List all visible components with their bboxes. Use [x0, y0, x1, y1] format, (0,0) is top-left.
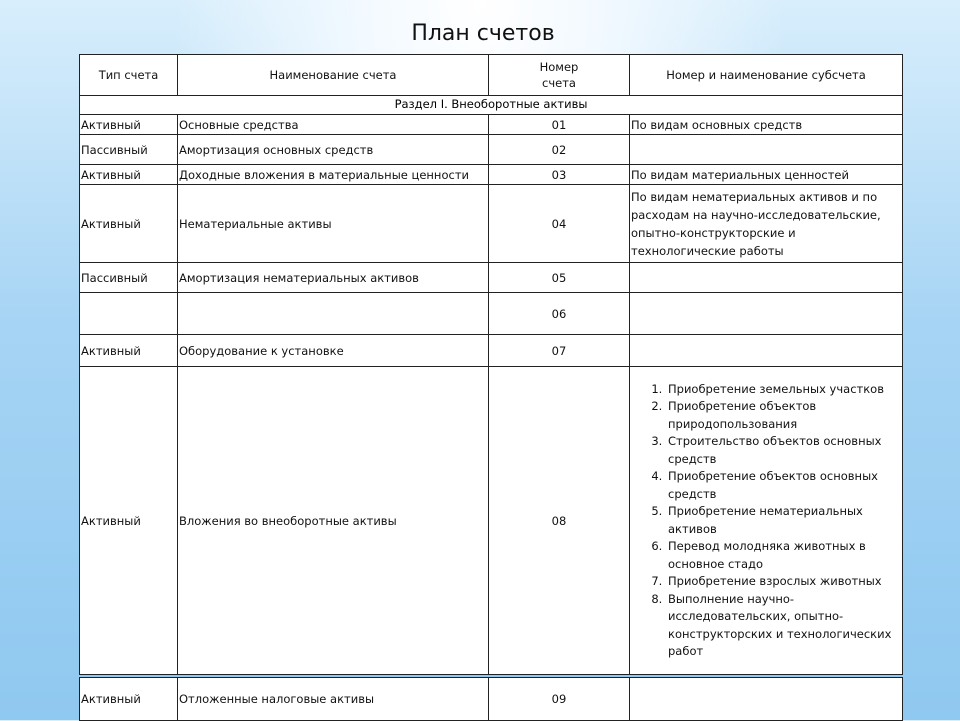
table-row: [80, 293, 902, 335]
header-number: Номер счета: [489, 55, 630, 95]
cell-type: Активный: [80, 115, 178, 134]
table-row: [80, 135, 902, 165]
page-title: План счетов: [411, 21, 555, 46]
table-row: [80, 115, 902, 135]
header-type: Тип счета: [80, 55, 178, 95]
cell-name: Амортизация основных средств: [178, 135, 489, 164]
cell-name: Оборудование к установке: [178, 335, 489, 366]
list-item: 8. Выполнение научно-исследовательских, опытно-конструкторских и технологических работ: [666, 591, 902, 661]
cell-number: 08: [489, 367, 630, 674]
list-item: 5. Приобретение нематериальных активов: [666, 503, 902, 538]
cell-name: [178, 293, 489, 334]
cell-subaccount: [630, 263, 902, 292]
list-item: 3. Строительство объектов основных средств: [666, 433, 902, 468]
table-row: [80, 185, 902, 263]
cell-type: Активный: [80, 678, 178, 720]
header-name: Наименование счета: [178, 55, 489, 95]
cell-subaccount: [630, 678, 902, 720]
cell-number: 09: [489, 678, 630, 720]
accounts-table-continued: [79, 677, 903, 721]
cell-type: Активный: [80, 367, 178, 674]
cell-name: Доходные вложения в материальные ценности: [178, 165, 489, 184]
cell-subaccount: [630, 367, 902, 674]
table-row: [80, 165, 902, 185]
cell-number: 05: [489, 263, 630, 292]
cell-type: Пассивный: [80, 263, 178, 292]
table-header-row: [80, 55, 902, 96]
cell-name: Нематериальные активы: [178, 185, 489, 262]
list-item: 6. Перевод молодняка животных в основное стадо: [666, 538, 902, 573]
cell-number: 06: [489, 293, 630, 334]
cell-subaccount: [630, 135, 902, 164]
cell-subaccount: По видам материальных ценностей: [631, 167, 849, 182]
subaccount-list: [630, 381, 902, 661]
table-row: [80, 263, 902, 293]
cell-number: 03: [489, 165, 630, 184]
cell-number: 04: [489, 185, 630, 262]
cell-type: [80, 293, 178, 334]
cell-subaccount: По видам основных средств: [631, 117, 803, 132]
cell-subaccount: По видам нематериальных активов и по расходам на научно-исследовательские, опытно-конструкторские и технологические работы: [631, 190, 881, 258]
list-item: 1. Приобретение земельных участков: [666, 381, 902, 399]
cell-type: Активный: [80, 185, 178, 262]
cell-number: 02: [489, 135, 630, 164]
cell-type: Пассивный: [80, 135, 178, 164]
list-item: 4. Приобретение объектов основных средств: [666, 468, 902, 503]
cell-type: Активный: [80, 335, 178, 366]
header-subaccount: Номер и наименование субсчета: [666, 68, 866, 82]
cell-name: Основные средства: [178, 115, 489, 134]
table-row: [80, 678, 902, 720]
list-item: 2. Приобретение объектов природопользования: [666, 398, 902, 433]
cell-name: Отложенные налоговые активы: [178, 678, 489, 720]
cell-number: 07: [489, 335, 630, 366]
table-row: [80, 335, 902, 367]
cell-number: 01: [489, 115, 630, 134]
section-title: Раздел I. Внеоборотные активы: [394, 97, 588, 111]
cell-name: Амортизация нематериальных активов: [178, 263, 489, 292]
table-row: [80, 367, 902, 674]
cell-name: Вложения во внеоборотные активы: [178, 367, 489, 674]
accounts-table: [79, 54, 903, 675]
section-row: [80, 96, 902, 115]
cell-subaccount: [630, 335, 902, 366]
cell-subaccount: [630, 293, 902, 334]
cell-type: Активный: [80, 165, 178, 184]
list-item: 7. Приобретение взрослых животных: [666, 573, 902, 591]
